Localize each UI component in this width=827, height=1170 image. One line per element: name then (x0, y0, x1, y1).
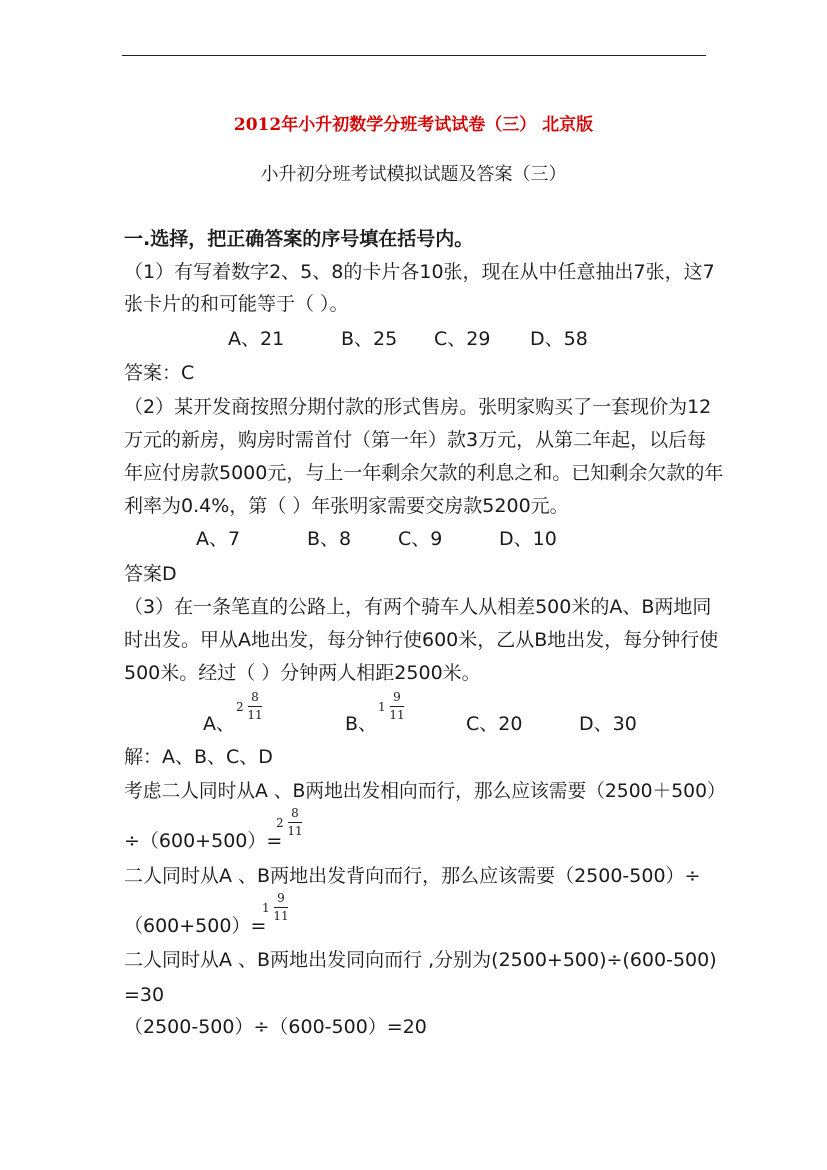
q3-option-c: C、20 (466, 713, 523, 735)
q1-answer: 答案：C (124, 362, 195, 384)
q1-option-a: A、21 (228, 328, 285, 350)
header-rule (122, 55, 706, 56)
fraction-numerator: 9 (393, 690, 401, 704)
q3-line-2: 时出发。甲从A地出发，每分钟行使600米，乙从B地出发，每分钟行使 (124, 629, 719, 651)
q2-line-4: 利率为0.4%，第（ ）年张明家需要交房款5200元。 (124, 495, 569, 517)
solution-line-5: （600+500）= (124, 915, 267, 937)
fraction-numerator: 8 (251, 690, 259, 704)
page-title: 2012年小升初数学分班考试试卷（三） 北京版 (233, 115, 594, 135)
q3-option-a: A、 (203, 713, 235, 735)
q3-line-3: 500米。经过（ ）分钟两人相距2500米。 (124, 662, 481, 684)
q2-option-b: B、8 (307, 528, 352, 550)
fraction-numerator: 9 (277, 891, 285, 905)
q1-line-2: 张卡片的和可能等于（ ）。 (124, 293, 349, 315)
q2-option-c: C、9 (398, 528, 443, 550)
fraction-whole: 2 (276, 816, 284, 830)
q2-line-2: 万元的新房，购房时需首付（第一年）款3万元，从第二年起，以后每 (124, 429, 707, 451)
solution-line-7: =30 (124, 984, 165, 1006)
solution-line-6: 二人同时从A 、B两地出发同向而行 ,分别为(2500+500)÷(600-500) (124, 949, 717, 971)
solution-line-2: 考虑二人同时从A 、B两地出发相向而行，那么应该需要（2500＋500） (124, 780, 726, 802)
fraction-denominator: 11 (247, 708, 263, 722)
fraction-whole: 1 (262, 901, 270, 915)
fraction-denominator: 11 (273, 909, 289, 923)
fraction-whole: 1 (378, 700, 386, 714)
solution-line-3: ÷（600+500）= (124, 830, 283, 852)
q3-option-b: B、 (345, 713, 378, 735)
q1-option-b: B、25 (341, 328, 398, 350)
fraction-whole: 2 (236, 700, 244, 714)
section-heading: 一.选择，把正确答案的序号填在括号内。 (124, 228, 474, 250)
q2-option-d: D、10 (499, 528, 557, 550)
q2-option-a: A、7 (196, 528, 241, 550)
fraction-denominator: 11 (389, 708, 405, 722)
q3-line-1: （3）在一条笔直的公路上，有两个骑车人从相差500米的A、B两地同 (124, 596, 712, 618)
solution-line-4: 二人同时从A 、B两地出发背向而行，那么应该需要（2500-500）÷ (124, 865, 701, 887)
q1-line-1: （1）有写着数字2、5、8的卡片各10张，现在从中任意抽出7张，这7 (124, 261, 715, 283)
fraction-numerator: 8 (291, 806, 299, 820)
fraction-denominator: 11 (287, 824, 303, 838)
page-subtitle: 小升初分班考试模拟试题及答案（三） (260, 164, 567, 185)
q2-line-1: （2）某开发商按照分期付款的形式售房。张明家购买了一套现价为12 (124, 396, 712, 418)
q2-answer: 答案D (124, 563, 177, 585)
solution-line-1: 解：A、B、C、D (124, 746, 273, 768)
q1-option-d: D、58 (530, 328, 588, 350)
q3-option-d: D、30 (579, 713, 637, 735)
q1-option-c: C、29 (434, 328, 491, 350)
q2-line-3: 年应付房款5000元，与上一年剩余欠款的利息之和。已知剩余欠款的年 (124, 462, 724, 484)
solution-line-8: （2500-500）÷（600-500）=20 (124, 1016, 427, 1038)
